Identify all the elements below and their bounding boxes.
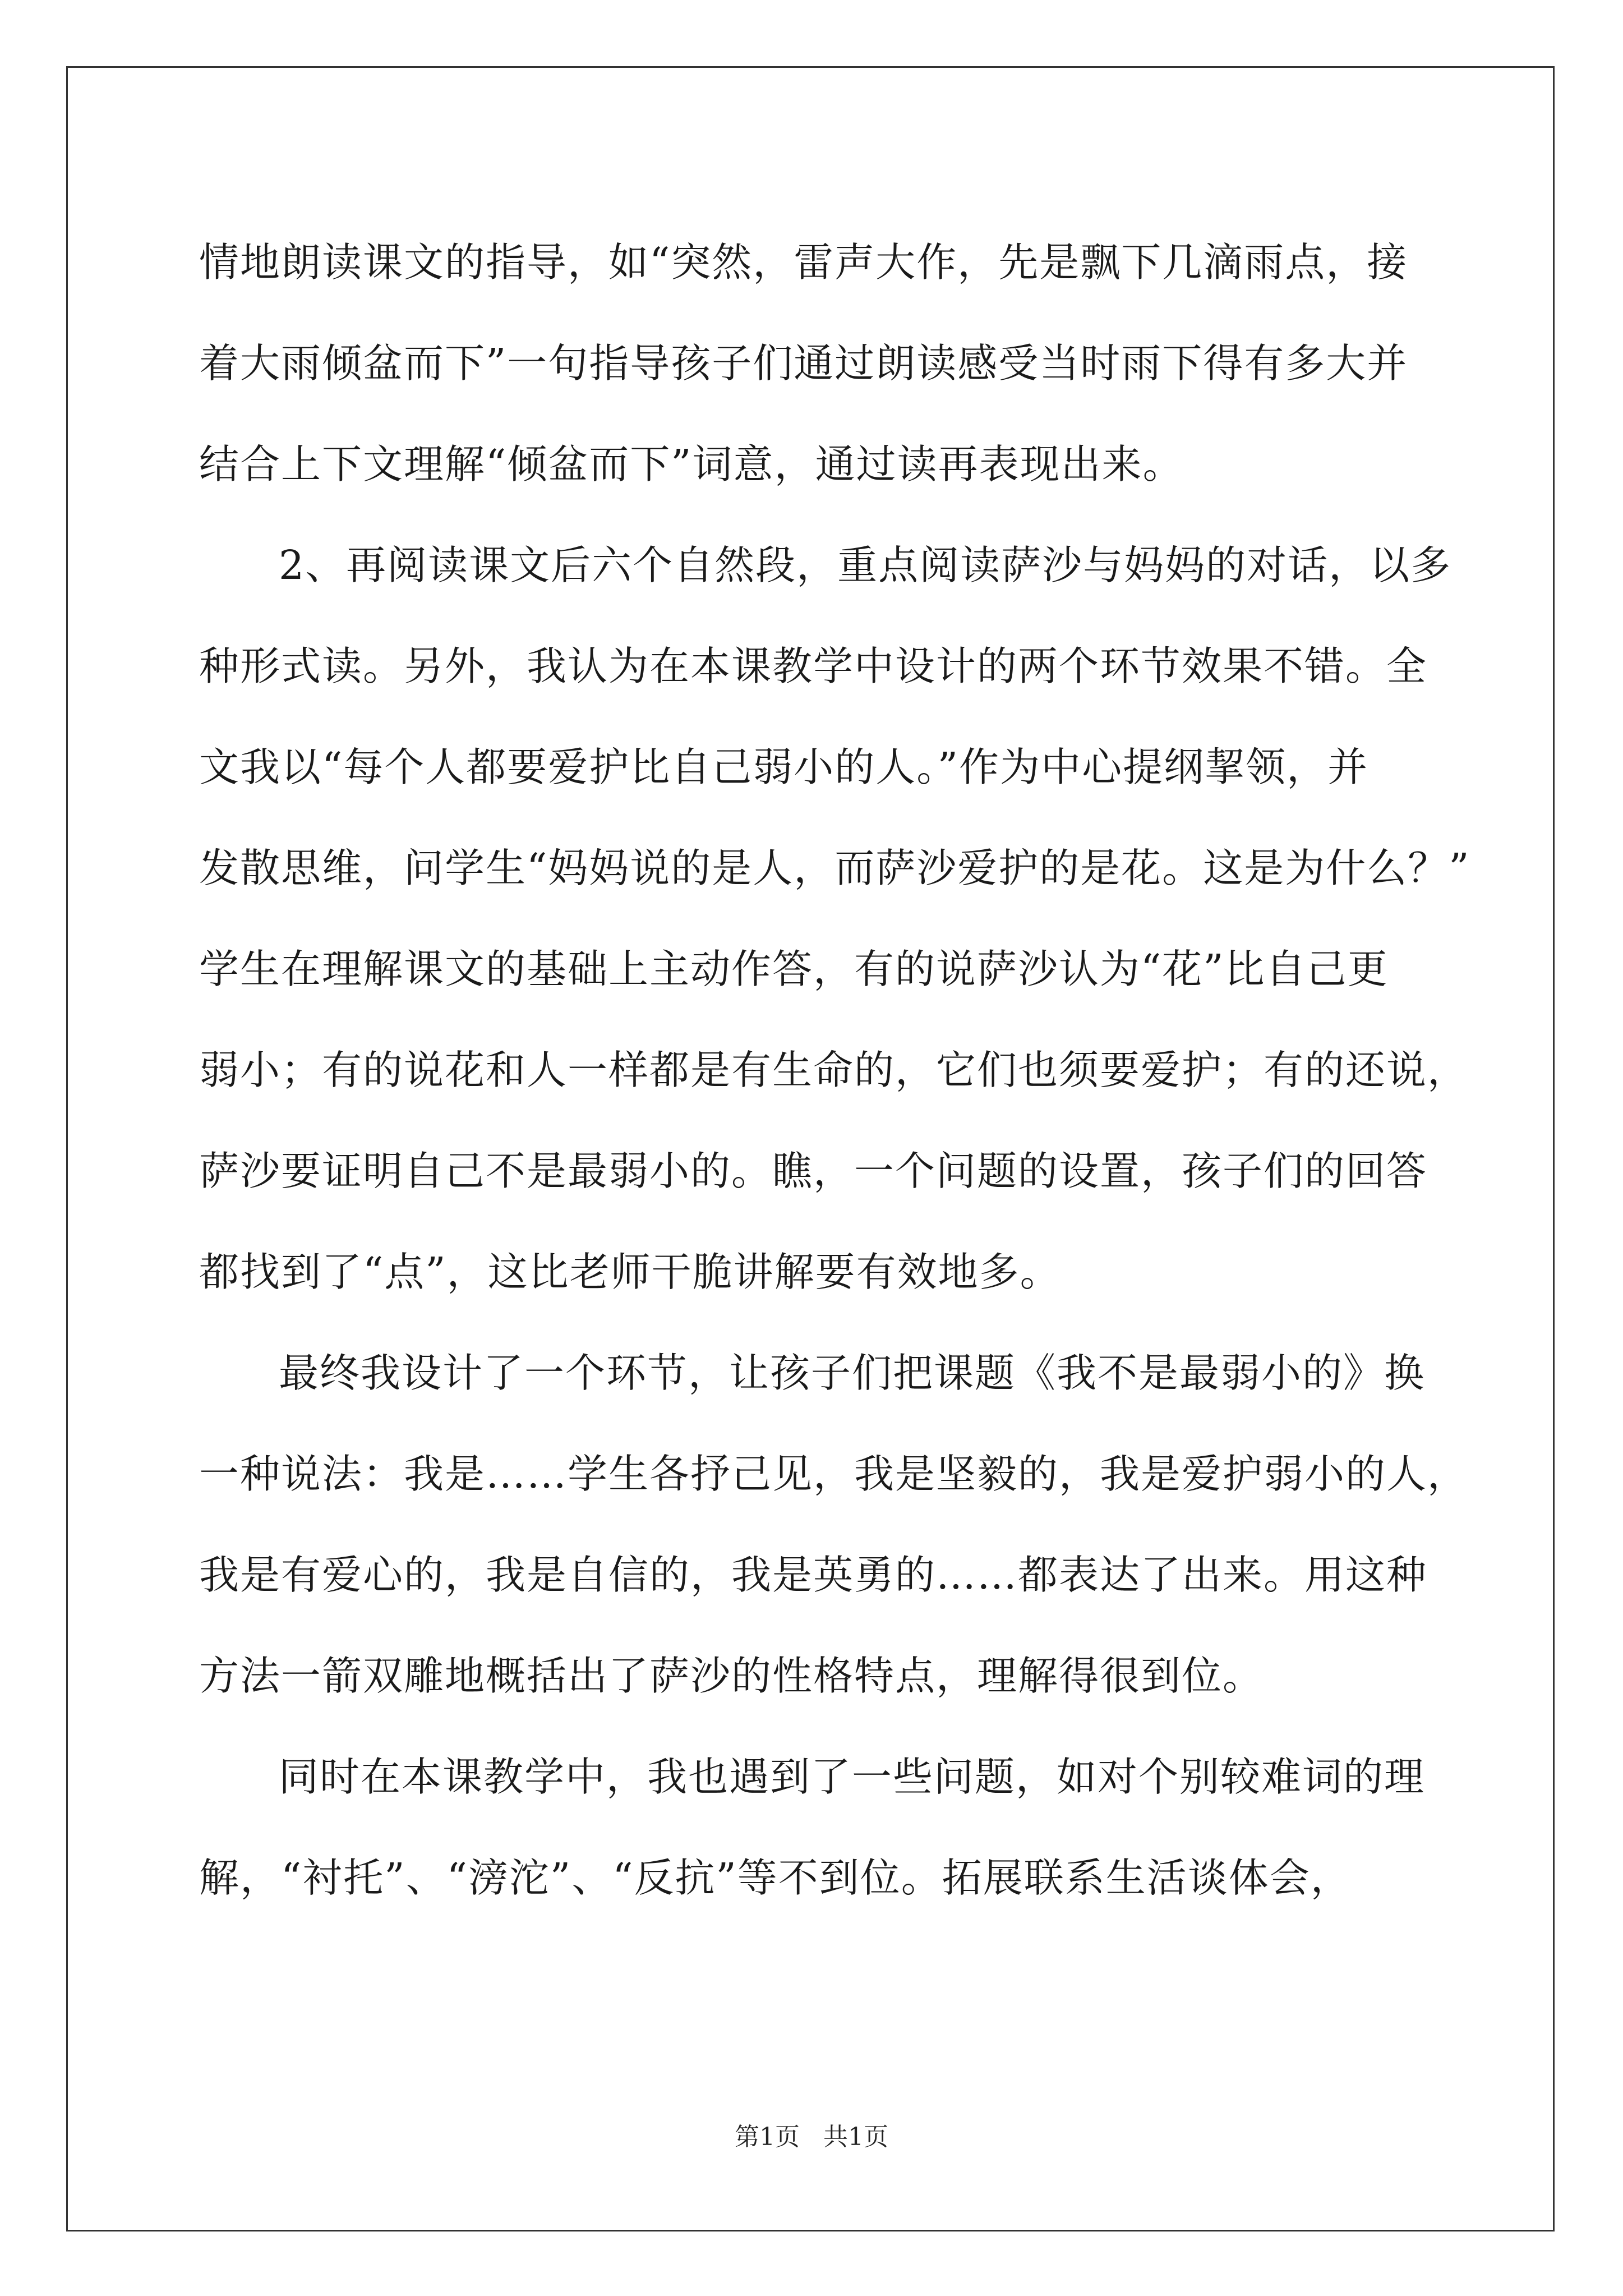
text-line: 文我以“每个人都要爱护比自己弱小的人。”作为中心提纲挈领，并	[199, 744, 1369, 790]
text-line: 萨沙要证明自己不是最弱小的。瞧，一个问题的设置，孩子们的回答	[199, 1148, 1428, 1194]
text-line: 我是有爱心的，我是自信的，我是英勇的……都表达了出来。用这种	[199, 1552, 1428, 1598]
text-line: 一种说法：我是……学生各抒己见，我是坚毅的，我是爱护弱小的人，	[199, 1451, 1469, 1497]
text-line: 最终我设计了一个环节，让孩子们把课题《我不是最弱小的》换	[279, 1350, 1426, 1396]
text-line: 学生在理解课文的基础上主动作答，有的说萨沙认为“花”比自己更	[199, 946, 1389, 992]
text-line: 情地朗读课文的指导，如“突然，雷声大作，先是飘下几滴雨点，接	[199, 239, 1408, 286]
text-line: 结合上下文理解“倾盆而下”词意，通过读再表现出来。	[199, 441, 1184, 487]
page-number-footer: 第1页 共1页	[735, 2123, 888, 2151]
text-line: 种形式读。另外，我认为在本课教学中设计的两个环节效果不错。全	[199, 643, 1428, 689]
document-body	[199, 212, 1506, 1929]
text-line: 着大雨倾盆而下”一句指导孩子们通过朗读感受当时雨下得有多大并	[199, 340, 1408, 386]
text-line: 都找到了“点”，这比老师干脆讲解要有效地多。	[199, 1249, 1061, 1295]
text-line: 方法一箭双雕地概括出了萨沙的性格特点，理解得很到位。	[199, 1653, 1264, 1699]
text-line: 同时在本课教学中，我也遇到了一些问题，如对个别较难词的理	[279, 1754, 1426, 1800]
text-line: 2、再阅读课文后六个自然段，重点阅读萨沙与妈妈的对话，以多	[279, 542, 1452, 588]
text-line: 解，“衬托”、“滂沱”、“反抗”等不到位。拓展联系生活谈体会，	[199, 1855, 1352, 1901]
text-line: 弱小；有的说花和人一样都是有生命的，它们也须要爱护；有的还说，	[199, 1047, 1469, 1093]
text-line: 发散思维，问学生“妈妈说的是人，而萨沙爱护的是花。这是为什么？”	[199, 845, 1470, 891]
